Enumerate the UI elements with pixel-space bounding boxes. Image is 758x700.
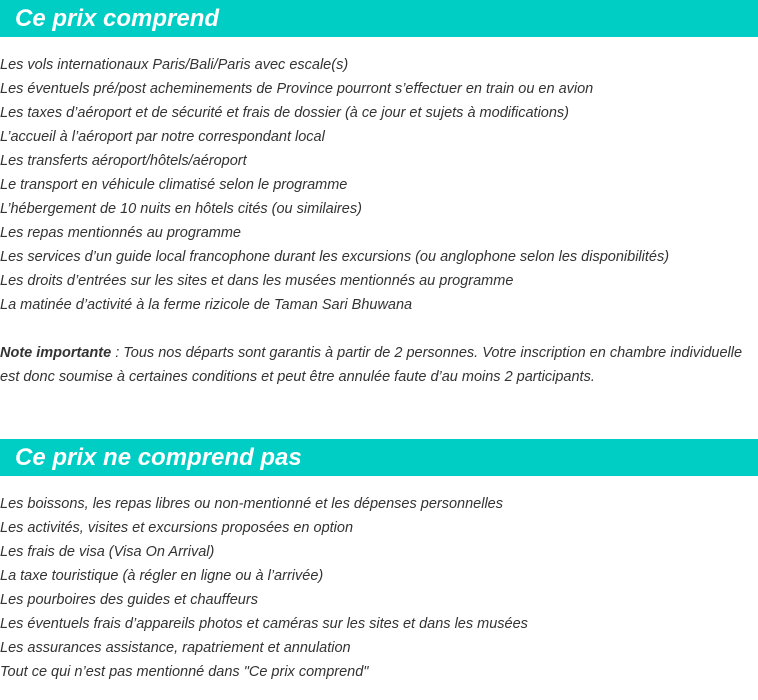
includes-list — [0, 53, 758, 317]
list-item: Les taxes d’aéroport et de sécurité et frais de dossier (à ce jour et sujets à modifications) — [0, 105, 570, 121]
list-item: Les activités, visites et excursions proposées en option — [0, 520, 354, 536]
list-item: Les frais de visa (Visa On Arrival) — [0, 544, 215, 560]
list-item: Les éventuels frais d’appareils photos et caméras sur les sites et dans les musées — [0, 616, 528, 632]
excludes-list — [0, 492, 758, 684]
list-item: Les boissons, les repas libres ou non-mentionné et les dépenses personnelles — [0, 496, 503, 512]
excludes-title: Ce prix ne comprend pas — [15, 444, 302, 471]
list-item: La matinée d’activité à la ferme rizicole de Taman Sari Bhuwana — [0, 297, 413, 313]
list-item: Les vols internationaux Paris/Bali/Paris avec escale(s) — [0, 57, 349, 73]
list-item: Les droits d’entrées sur les sites et dans les musées mentionnés au programme — [0, 273, 514, 289]
includes-title: Ce prix comprend — [15, 5, 220, 32]
list-item: Les assurances assistance, rapatriement et annulation — [0, 640, 351, 656]
list-item: Les transferts aéroport/hôtels/aéroport — [0, 153, 247, 169]
list-item: La taxe touristique (à régler en ligne ou à l’arrivée) — [0, 568, 324, 584]
list-item: Tout ce qui n’est pas mentionné dans "Ce prix comprend" — [0, 664, 369, 680]
includes-header — [0, 0, 758, 37]
list-item: Les repas mentionnés au programme — [0, 225, 241, 241]
note-label: Note importante — [0, 345, 112, 361]
list-item: L’accueil à l’aéroport par notre correspondant local — [0, 129, 325, 145]
excludes-header — [0, 439, 758, 476]
important-note — [0, 341, 756, 389]
note-text: : Tous nos départs sont garantis à partir de 2 personnes. Votre inscription en chambre individuelle est donc soumise à certaines conditions et peut être annulée faute d’au moins 2 participants. — [0, 345, 743, 385]
list-item: Les services d’un guide local francophone durant les excursions (ou anglophone selon les disponibilités) — [0, 249, 670, 265]
list-item: Le transport en véhicule climatisé selon le programme — [0, 177, 348, 193]
list-item: Les pourboires des guides et chauffeurs — [0, 592, 258, 608]
list-item: L’hébergement de 10 nuits en hôtels cités (ou similaires) — [0, 201, 362, 217]
list-item: Les éventuels pré/post acheminements de Province pourront s’effectuer en train ou en avion — [0, 81, 594, 97]
